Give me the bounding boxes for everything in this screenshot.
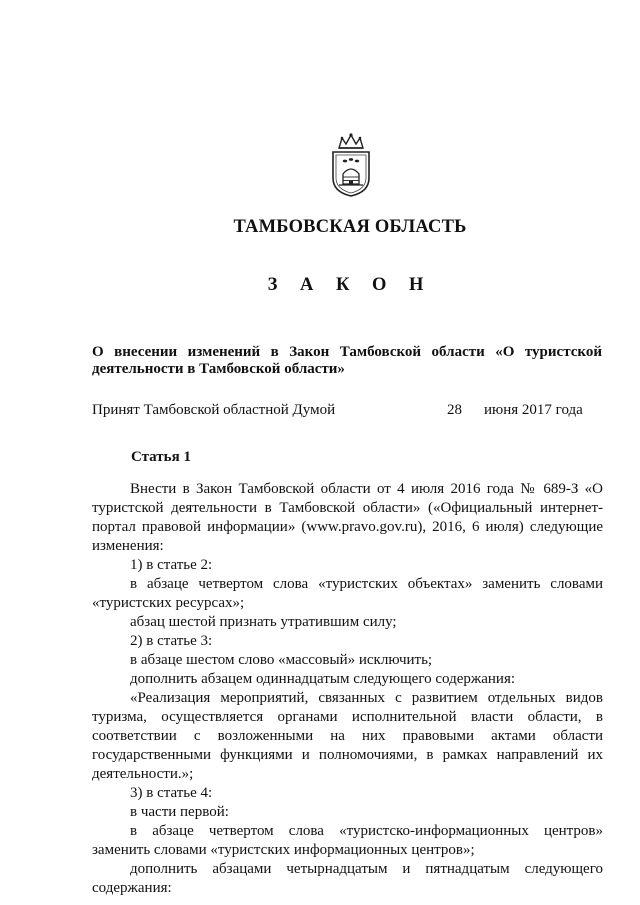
adopted-day: 28 (447, 402, 462, 418)
paragraph-item-3-a: в части первой: (130, 804, 229, 820)
paragraph-item-2-quote: «Реализация мероприятий, связанных с развитием отдельных видов туризма, осуществляется органами исполнительной власти области, в соответствии с возложенными на них правовыми актами области государственными функциями и полномочиями, в рамках направлений их деятельности.»; (92, 690, 603, 782)
paragraph-item-2: 2) в статье 3: (130, 633, 213, 649)
paragraph-item-3-b: в абзаце четвертом слова «туристско-информационных центров» заменить словами «туристских информационных центров»; (92, 823, 603, 858)
adopted-by: Принят Тамбовской областной Думой (92, 402, 336, 418)
paragraph-item-1-b: абзац шестой признать утратившим силу; (130, 614, 397, 630)
paragraph-item-3: 3) в статье 4: (130, 785, 213, 801)
paragraph-item-2-a: в абзаце шестом слово «массовый» исключить; (130, 652, 433, 668)
article-heading: Статья 1 (131, 449, 191, 465)
paragraph-item-1-a: в абзаце четвертом слова «туристских объектах» заменить словами «туристских ресурсах»; (92, 576, 603, 611)
paragraph-item-2-b: дополнить абзацем одиннадцатым следующего содержания: (130, 671, 516, 687)
region-heading: ТАМБОВСКАЯ ОБЛАСТЬ (233, 217, 467, 237)
paragraph-intro: Внести в Закон Тамбовской области от 4 июля 2016 года № 689-З «О туристской деятельности в Тамбовской области» («Официальный интернет-портал правовой информации» (www.pravo.gov.ru), 2016, 6 июля) следующие изменения: (92, 481, 603, 554)
document-title: О внесении изменений в Закон Тамбовской области «О туристской деятельности в Тамбовской области» (92, 344, 602, 377)
law-heading: З А К О Н (267, 275, 433, 295)
tambov-coat-of-arms-icon (328, 132, 374, 198)
paragraph-item-1: 1) в статье 2: (130, 557, 213, 573)
article-body (92, 480, 603, 898)
adopted-month-year: июня 2017 года (484, 402, 583, 418)
paragraph-item-3-c: дополнить абзацами четырнадцатым и пятнадцатым следующего содержания: (92, 861, 603, 896)
